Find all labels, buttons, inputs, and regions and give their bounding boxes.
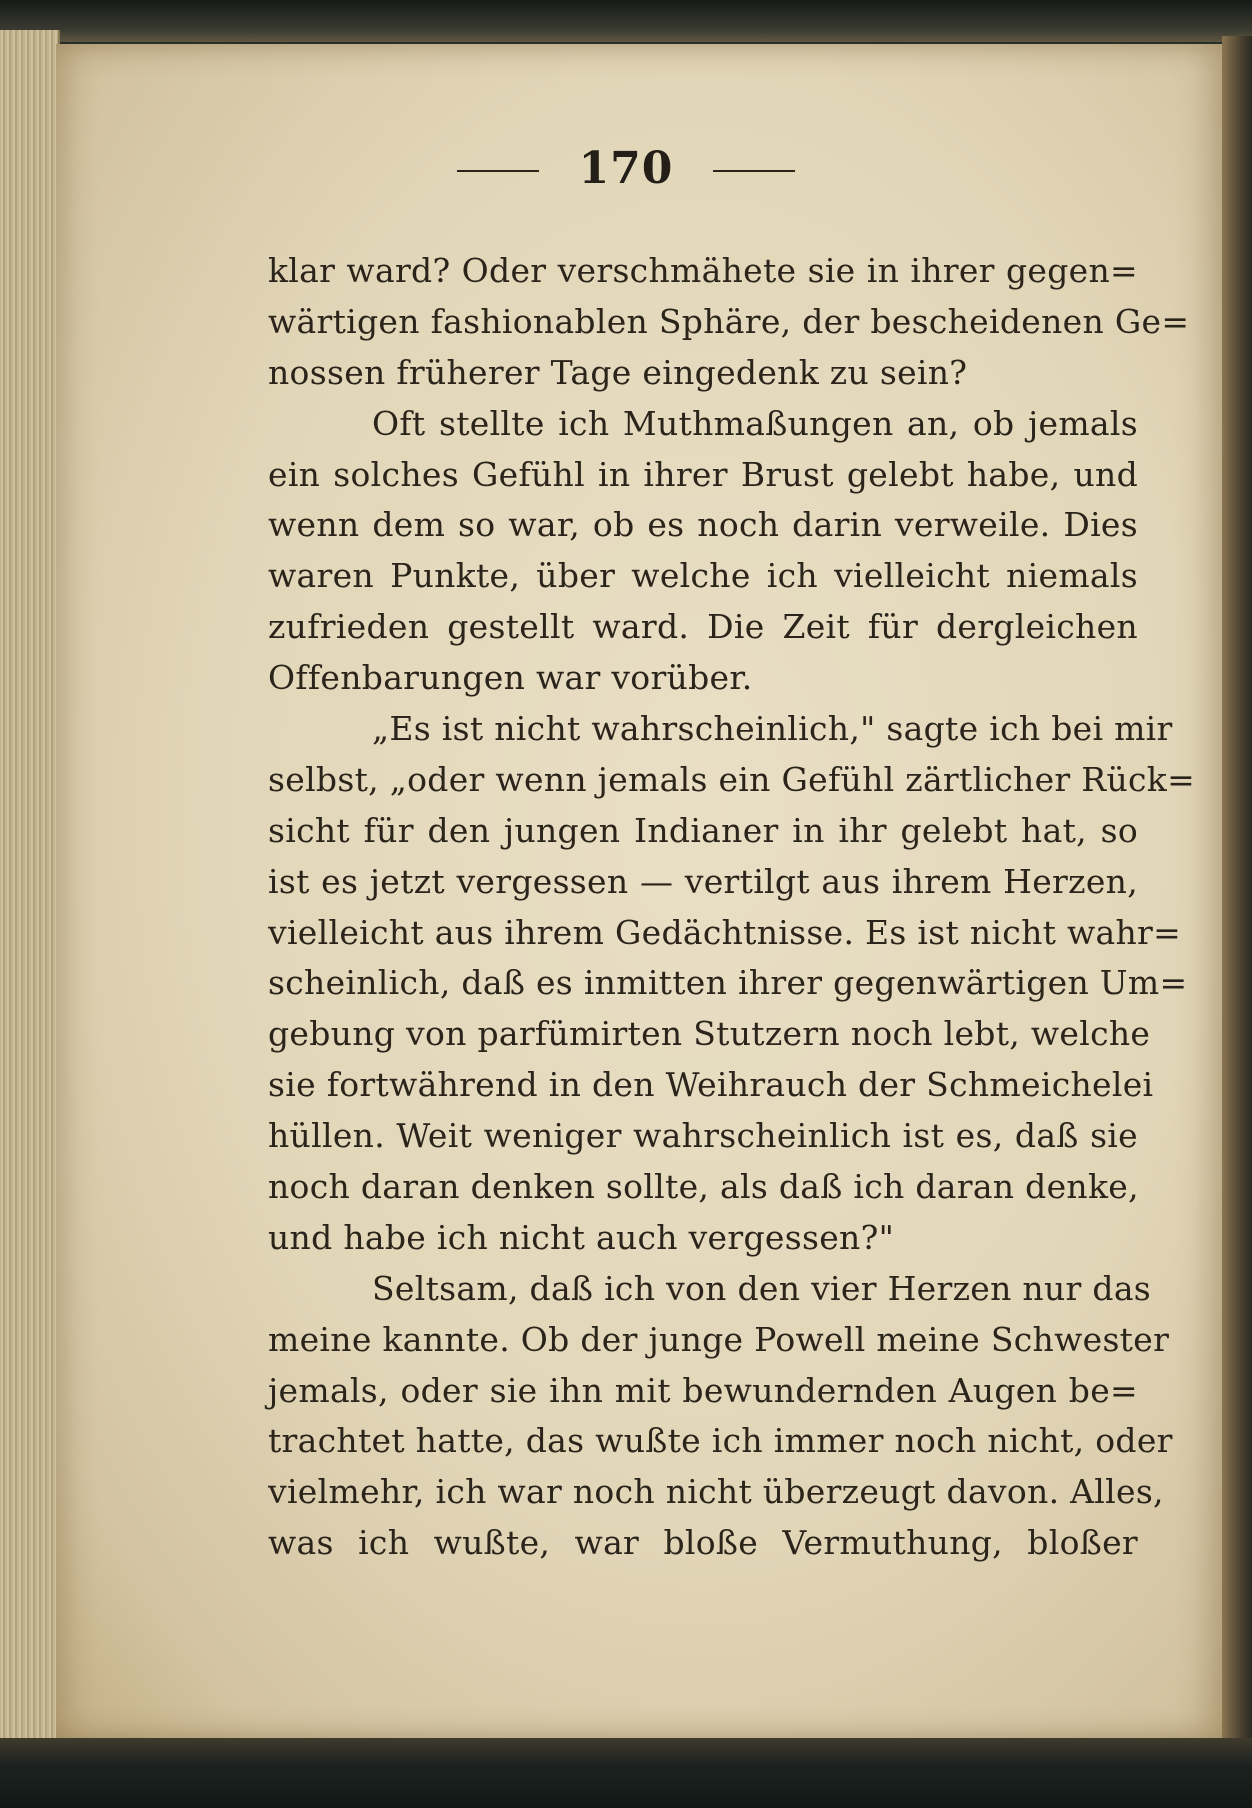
- text-line: vielmehr, ich war noch nicht überzeugt davon. Alles,: [268, 1472, 1164, 1512]
- body-text: [268, 246, 1196, 1569]
- text-line: gebung von parfümirten Stutzern noch lebt, welche: [268, 1014, 1151, 1054]
- text-line: wärtigen fashionablen Sphäre, der bescheidenen Ge=: [268, 301, 1190, 341]
- scan-bottom-edge: [0, 1738, 1252, 1808]
- text-line: Seltsam, daß ich von den vier Herzen nur das: [372, 1268, 1152, 1308]
- text-line: „Es ist nicht wahrscheinlich," sagte ich bei mir: [372, 709, 1173, 749]
- text-line: noch daran denken sollte, als daß ich daran denke,: [268, 1167, 1139, 1207]
- text-line: ist es jetzt vergessen — vertilgt aus ihrem Herzen,: [268, 861, 1138, 901]
- page-number: 170: [578, 142, 674, 194]
- text-line: ein solches Gefühl in ihrer Brust gelebt habe, und: [268, 454, 1138, 494]
- binding-edge: [1222, 36, 1252, 1746]
- text-line: waren Punkte, über welche ich vielleicht niemals: [268, 556, 1138, 596]
- scan-top-edge: [0, 0, 1252, 42]
- text-line: sicht für den jungen Indianer in ihr gelebt hat, so: [268, 810, 1138, 850]
- text-line: trachtet hatte, das wußte ich immer noch nicht, oder: [268, 1421, 1173, 1461]
- text-line: zufrieden gestellt ward. Die Zeit für dergleichen: [268, 607, 1138, 647]
- text-line: Offenbarungen war vorüber.: [268, 658, 753, 698]
- text-line: und habe ich nicht auch vergessen?": [268, 1217, 895, 1257]
- text-line: nossen früherer Tage eingedenk zu sein?: [268, 352, 968, 392]
- text-line: Oft stellte ich Muthmaßungen an, ob jemals: [372, 403, 1138, 443]
- page-header: [0, 142, 1252, 194]
- text-line: jemals, oder sie ihn mit bewundernden Augen be=: [268, 1370, 1138, 1410]
- text-line: scheinlich, daß es inmitten ihrer gegenwärtigen Um=: [268, 963, 1188, 1003]
- text-line: meine kannte. Ob der junge Powell meine Schwester: [268, 1319, 1170, 1359]
- text-line: vielleicht aus ihrem Gedächtnisse. Es ist nicht wahr=: [268, 912, 1182, 952]
- header-rule-left: [457, 170, 539, 172]
- text-line: wenn dem so war, ob es noch darin verweile. Dies: [268, 505, 1138, 545]
- page-stack-edge: [0, 30, 60, 1742]
- text-line: klar ward? Oder verschmähete sie in ihrer gegen=: [268, 251, 1138, 290]
- text-line: hüllen. Weit weniger wahrscheinlich ist es, daß sie: [268, 1116, 1138, 1156]
- text-line: was ich wußte, war bloße Vermuthung, bloßer: [268, 1523, 1138, 1563]
- text-line: sie fortwährend in den Weihrauch der Schmeichelei: [268, 1065, 1154, 1105]
- header-rule-right: [713, 170, 795, 172]
- text-line: selbst, „oder wenn jemals ein Gefühl zärtlicher Rück=: [268, 759, 1196, 799]
